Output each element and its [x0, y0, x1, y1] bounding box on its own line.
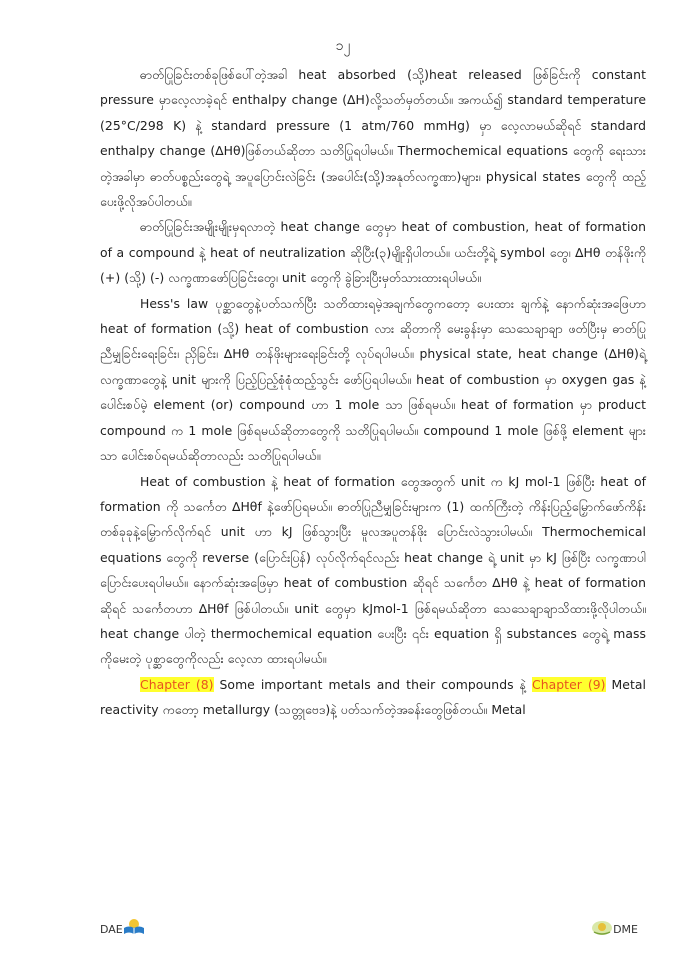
footer-left: [100, 918, 145, 936]
book-logo-icon: [123, 918, 145, 936]
paragraph-heat-change-types: ဓာတ်ပြုခြင်းအမျိုးမျိုးမှရလာတဲ့ heat change တွေမှာ heat of combustion, heat of formation of a compound နဲ့ heat of neutralization ဆိုပြီး(၃)မျိုးရှိပါတယ်။ ယင်းတို့ရဲ့ symbol တွေ၊ ∆Hθ တန်ဖိုးကို (+) (သို့) (-) လက္ခဏာဖော်ပြခြင်းတွေ၊ unit တွေကို ခွဲခြားပြီးမှတ်သားထားရပါမယ်။: [100, 219, 646, 286]
paragraph-enthalpy: ဓာတ်ပြုခြင်းတစ်ခုဖြစ်ပေါ်တဲ့အခါ heat absorbed (သို့)heat released ဖြစ်ခြင်းကို constant pressure မှာလေ့လာခဲ့ရင် enthalpy change (∆H)လို့သတ်မှတ်တယ်။ အကယ်၍ standard temperature (25°C/298 K) နဲ့ standard pressure (1 atm/760 mmHg) မှာ လေ့လာမယ်ဆိုရင် standard enthalpy change (∆Hθ)ဖြစ်တယ်ဆိုတာ သတိပြုရပါမယ်။ Thermochemical equations တွေကို ရေးသားတဲ့အခါမှာ ဓာတ်ပစ္စည်းတွေရဲ့ အပူပြောင်းလဲခြင်း (အပေါင်း(သို့)အနုတ်လက္ခဏာ)များ၊ physical states တွေကို ထည့်ပေးဖို့လိုအပ်ပါတယ်။: [100, 67, 646, 210]
footer-dae-label: DAE: [100, 923, 123, 936]
paragraph-units: Heat of combustion နဲ့ heat of formation တွေအတွက် unit က kJ mol-1 ဖြစ်ပြီး heat of formation ကို သင်္ကေတ ∆Hθf နဲ့ဖော်ပြရမယ်။ ဓာတ်ပြုညီမျှခြင်းများက (1) ထက်ကြီးတဲ့ ကိန်းပြည့်မြှောက်ဖော်ကိန်းတစ်ခုခုနဲ့မြှောက်လိုက်ရင် unit ဟာ kJ ဖြစ်သွားပြီး မူလအပူတန်ဖိုး ပြောင်းလဲသွားပါမယ်။ Thermochemical equations တွေကို reverse (ပြောင်းပြန်) လုပ်လိုက်ရင်လည်း heat change ရဲ့ unit မှာ kJ ဖြစ်ပြီး လက္ခဏာပါ ပြောင်းပေးရပါမယ်။ နောက်ဆုံးအဖြေမှာ heat of combustion ဆိုရင် သင်္ကေတ ∆Hθ နဲ့ heat of formation ဆိုရင် သင်္ကေတဟာ ∆Hθf ဖြစ်ပါတယ်။ unit တွေမှာ kJmol-1 ဖြစ်ရမယ်ဆိုတာ သေသေချာချာသိထားဖို့လိုပါတယ်။ heat change ပါတဲ့ thermochemical equation ပေးပြီး ၎င်း equation ရှိ substances တွေရဲ့ mass ကိုမေးတဲ့ ပုစ္ဆာတွေကိုလည်း လေ့လာ ထားရပါမယ်။: [100, 473, 646, 667]
chapter-text-2: Metal reactivity ကတော့ metallurgy (သတ္တုဗေဒ)နဲ့ ပတ်သက်တဲ့အခန်းတွေဖြစ်တယ်။ Metal: [100, 676, 646, 718]
paragraph-chapters: [100, 672, 646, 723]
footer-dme-label: DME: [613, 923, 638, 936]
emblem-logo-icon: [591, 918, 613, 936]
chapter-8-highlight: Chapter (8): [140, 676, 214, 692]
chapter-9-highlight: Chapter (9): [532, 676, 606, 692]
paragraph-hess-law: Hess's law ပုစ္ဆာတွေနဲ့ပတ်သက်ပြီး သတိထားရမဲ့အချက်တွေကတော့ ပေးထား ချက်နဲ့ နောက်ဆုံးအဖြေဟာ heat of formation (သို့) heat of combustion လား ဆိုတာကို မေးခွန်းမှာ သေသေချာချာ ဖတ်ပြီးမှ ဓာတ်ပြုညီမျှခြင်းရေးခြင်း၊ ညှိခြင်း၊ ∆Hθ တန်ဖိုးများရေးခြင်းတို့ လုပ်ရပါမယ်။ physical state, heat change (∆Hθ)ရဲ့ လက္ခဏာတွေနဲ့ unit များကို ပြည့်ပြည့်စုံစုံထည့်သွင်း ဖော်ပြရပါမယ်။ heat of combustion မှာ oxygen gas နဲ့ပေါင်းစပ်မဲ့ element (or) compound ဟာ 1 mole သာ ဖြစ်ရမယ်။ heat of formation မှာ product compound က 1 mole ဖြစ်ရမယ်ဆိုတာတွေကို သတိပြုရပါမယ်။ compound 1 mole ဖြစ်ဖို့ element များသာ ပေါင်းစပ်ရမယ်ဆိုတာလည်း သတိပြုရပါမယ်။: [100, 295, 646, 464]
document-body: [100, 62, 646, 723]
page-number: ၁၂: [335, 38, 351, 54]
chapter-text-1: Some important metals and their compounds နဲ့: [213, 676, 533, 692]
footer-right: [591, 918, 638, 936]
